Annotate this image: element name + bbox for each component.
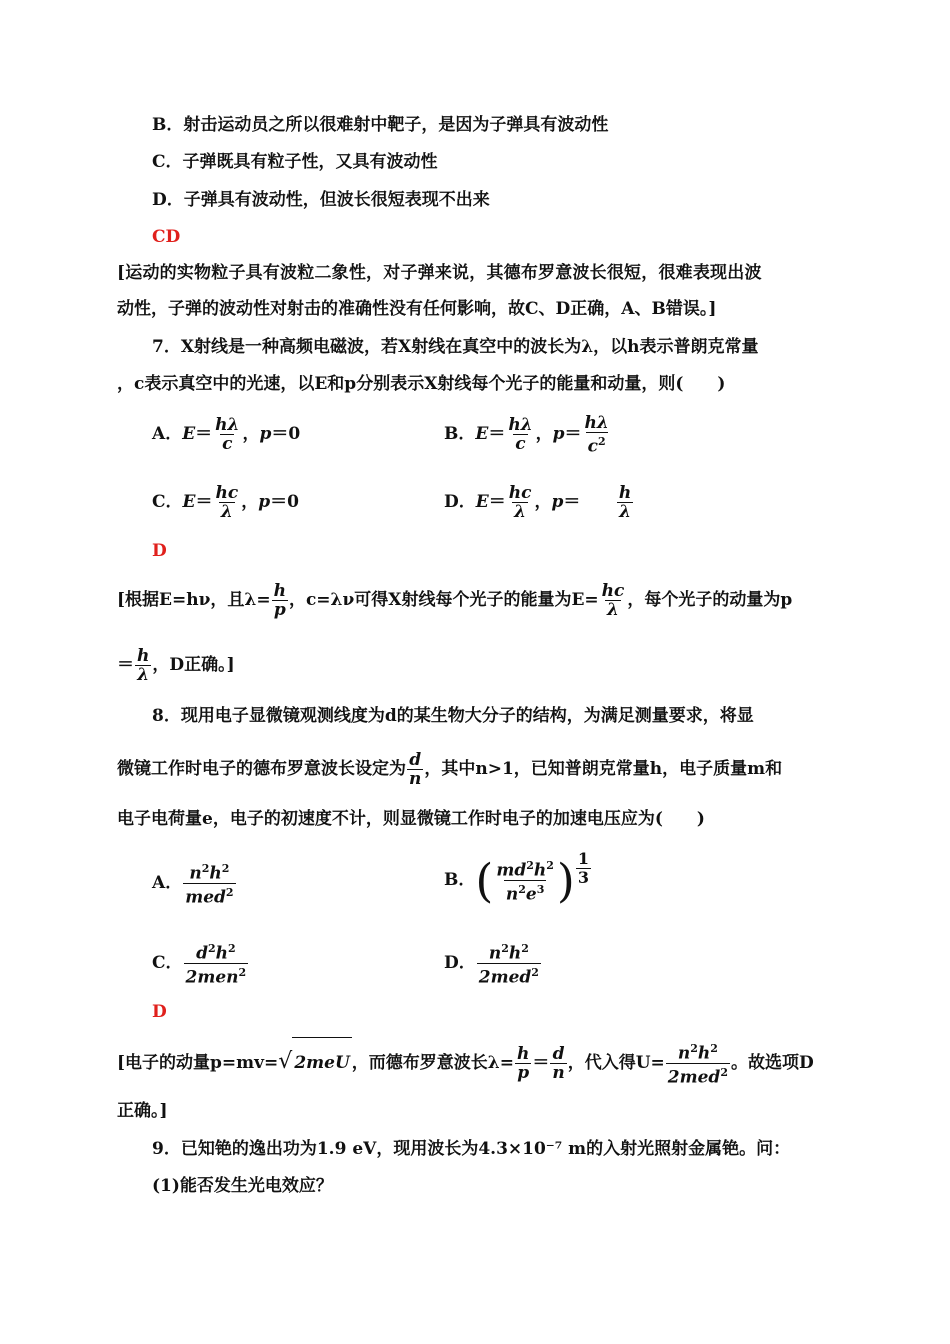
q6-explanation-line1: [运动的实物粒子具有波粒二象性，对子弹来说，其德布罗意波长很短，很难表现出波 xyxy=(117,263,762,283)
q7-expl-pre: [根据E=hν，且λ= xyxy=(117,590,271,610)
q7-option-b: B．E＝ $\frac{h\lambda}{c}$ ，p＝ $\frac{h\lambda}{c^2}$ xyxy=(444,412,609,457)
q7-option-b-label: B． xyxy=(444,424,476,444)
q6-answer: CD xyxy=(152,227,181,247)
q7-option-d-label: D． xyxy=(444,492,476,512)
q8-option-d-label: D． xyxy=(444,953,476,973)
q8-answer: D xyxy=(152,1002,167,1022)
q8-option-d: D． $\frac{n^2h^2}{2med^2}$ xyxy=(444,942,539,988)
q7-option-a-label: A． xyxy=(152,424,183,444)
q8-option-b: B．( $\frac{md^2h^2}{n^2e^3}$ ) $\frac{1}{3}$ xyxy=(444,849,589,908)
q6-option-d: D．子弹具有波动性，但波长很短表现不出来 xyxy=(152,190,490,210)
q8-stem2-pre: 微镜工作时电子的德布罗意波长设定为 xyxy=(117,759,406,779)
q8-expl-mid: ，而德布罗意波长λ= xyxy=(351,1053,514,1073)
q7-expl-mid: ，c=λν可得X射线每个光子的能量为E= xyxy=(288,590,599,610)
q8-option-a-label: A． xyxy=(152,873,183,893)
q8-option-b-label: B． xyxy=(444,870,476,890)
q8-expl-pre: [电子的动量p=mv= xyxy=(117,1053,279,1073)
q7-expl2-post: ，D正确。] xyxy=(152,655,235,675)
q8-option-a: A． $\frac{n^2h^2}{med^2}$ xyxy=(152,862,234,908)
q7-stem-line1: 7．X射线是一种高频电磁波，若X射线在真空中的波长为λ，以h表示普朗克常量 xyxy=(152,337,759,357)
q7-answer: D xyxy=(152,541,167,561)
q8-expl-mid2: ，代入得U= xyxy=(567,1053,665,1073)
q8-option-c-label: C． xyxy=(152,953,183,973)
q8-expl-post: 。故选项D xyxy=(730,1053,814,1073)
q8-stem-line2: 微镜工作时电子的德布罗意波长设定为 $\frac{d}{n}$ ，其中n>1，已知普朗克常量h，电子质量m和 xyxy=(117,750,783,789)
q7-option-c-label: C． xyxy=(152,492,183,512)
q7-expl-post: ，每个光子的动量为p xyxy=(627,590,793,610)
q7-option-d: D．E＝ $\frac{hc}{\lambda}$ ，p＝ $\frac{h}{\lambda}$ xyxy=(444,483,632,522)
q7-stem-line2: ，c表示真空中的光速，以E和p分别表示X射线每个光子的能量和动量，则( ) xyxy=(117,374,726,394)
q6-explanation-line2: 动性，子弹的波动性对射击的准确性没有任何影响，故C、D正确，A、B错误。] xyxy=(117,299,717,319)
q8-explanation-line1: [电子的动量p=mv=√ 2meU ，而德布罗意波长λ= $\frac{h}{p}$ ＝ $\frac{d}{n}$ ，代入得U= $\frac{n^2h^2}{2med^2}$ 。故选项D xyxy=(117,1037,814,1088)
q7-explanation-line2: ＝ $\frac{h}{\lambda}$ ，D正确。] xyxy=(117,646,235,685)
q7-explanation-line1: [根据E=hν，且λ= $\frac{h}{p}$ ，c=λν可得X射线每个光子的能量为E= $\frac{hc}{\lambda}$ ，每个光子的动量为p xyxy=(117,581,793,620)
q9-stem-line1: 9．已知铯的逸出功为1.9 eV，现用波长为4.3×10⁻⁷ m的入射光照射金属铯。问： xyxy=(152,1139,791,1159)
q8-option-c: C． $\frac{d^2h^2}{2men^2}$ xyxy=(152,942,247,988)
q8-stem-line3: 电子电荷量e，电子的初速度不计，则显微镜工作时电子的加速电压应为( ) xyxy=(117,809,705,829)
q7-option-c: C．E＝ $\frac{hc}{\lambda}$ ，p＝0 xyxy=(152,483,299,522)
q9-subquestion-1: (1)能否发生光电效应？ xyxy=(152,1176,333,1196)
q8-stem-line1: 8．现用电子显微镜观测线度为d的某生物大分子的结构，为满足测量要求，将显 xyxy=(152,706,754,726)
q6-option-b: B．射击运动员之所以很难射中靶子，是因为子弹具有波动性 xyxy=(152,115,609,135)
q7-option-a: A．E＝ $\frac{h\lambda}{c}$ ，p＝0 xyxy=(152,415,301,454)
q8-explanation-line2: 正确。] xyxy=(117,1101,168,1121)
q6-option-c: C．子弹既具有粒子性，又具有波动性 xyxy=(152,152,438,172)
q8-stem2-post: ，其中n>1，已知普朗克常量h，电子质量m和 xyxy=(424,759,783,779)
